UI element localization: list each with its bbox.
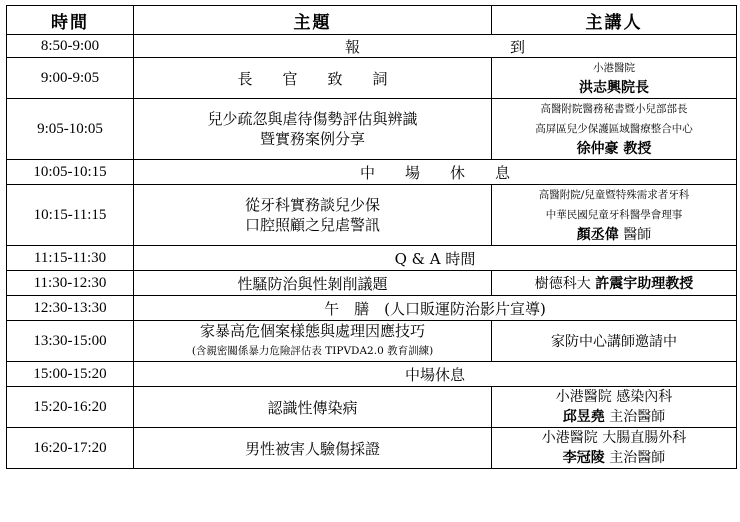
- header-row: [7, 6, 737, 35]
- time-cell: 11:15-11:30: [7, 246, 134, 271]
- speaker-cell: [492, 428, 737, 469]
- merged-cell: Q & A 時間: [134, 246, 737, 271]
- table-row: [7, 35, 737, 58]
- speaker-title: 醫師: [623, 227, 652, 243]
- topic-note: (含親密關係暴力危險評估表 TIPVDA2.0 教育訓練): [191, 345, 434, 357]
- table-row: [7, 246, 737, 271]
- topic-cell: [134, 99, 492, 160]
- speaker-cell: [492, 58, 737, 99]
- time-cell: 13:30-15:00: [7, 321, 134, 362]
- time-cell: 9:05-10:05: [7, 99, 134, 160]
- merged-cell: 中 場 休 息: [134, 160, 737, 185]
- speaker-org: 樹德科大: [534, 276, 591, 292]
- time-cell: 10:05-10:15: [7, 160, 134, 185]
- header-topic: 主題: [134, 6, 492, 35]
- time-cell: 16:20-17:20: [7, 428, 134, 469]
- speaker-org: 小港醫院 大腸直腸外科: [541, 430, 687, 446]
- speaker-name: 許震宇助理教授: [595, 276, 694, 292]
- table-row: [7, 428, 737, 469]
- time-cell: 15:00-15:20: [7, 362, 134, 387]
- time-cell: 12:30-13:30: [7, 296, 134, 321]
- topic-line: 家暴高危個案樣態與處理因應技巧: [199, 322, 425, 340]
- topic-cell: 認識性傳染病: [134, 387, 492, 428]
- speaker-org: 中華民國兒童牙科醫學會理事: [545, 209, 683, 221]
- merged-cell: 中場休息: [134, 362, 737, 387]
- table-row: [7, 362, 737, 387]
- table-row: [7, 296, 737, 321]
- topic-cell: 長 官 致 詞: [134, 58, 492, 99]
- merged-cell: 午 膳 (人口販運防治影片宣導): [134, 296, 737, 321]
- speaker-name: 徐仲豪 教授: [576, 141, 652, 157]
- table-row: [7, 387, 737, 428]
- merged-cell: 報 到: [134, 35, 737, 58]
- topic-cell: [134, 321, 492, 362]
- header-time: 時間: [7, 6, 134, 35]
- speaker-cell: [492, 387, 737, 428]
- table-row: [7, 185, 737, 246]
- speaker-title: 主治醫師: [609, 450, 666, 466]
- table-row: [7, 271, 737, 296]
- agenda-table: [6, 5, 737, 469]
- speaker-cell: [492, 185, 737, 246]
- time-cell: 9:00-9:05: [7, 58, 134, 99]
- speaker-name: 顏丞偉: [576, 227, 619, 243]
- speaker-title: 主治醫師: [609, 409, 666, 425]
- table-row: [7, 58, 737, 99]
- speaker-name-line: [492, 448, 736, 468]
- speaker-org: 小港醫院 感染內科: [555, 389, 673, 405]
- topic-cell: [134, 185, 492, 246]
- table-row: [7, 99, 737, 160]
- topic-cell: 性騷防治與性剝削議題: [134, 271, 492, 296]
- table-row: [7, 160, 737, 185]
- speaker-org: 高醫附院/兒童暨特殊需求者牙科: [538, 189, 690, 201]
- speaker-org: 高醫附院醫務秘書暨小兒部部長: [540, 103, 688, 115]
- time-cell: 10:15-11:15: [7, 185, 134, 246]
- time-cell: 15:20-16:20: [7, 387, 134, 428]
- topic-cell: 男性被害人驗傷採證: [134, 428, 492, 469]
- time-cell: 8:50-9:00: [7, 35, 134, 58]
- speaker-cell: [492, 99, 737, 160]
- speaker-cell: [492, 271, 737, 296]
- topic-line: 口腔照顧之兒虐警訊: [244, 216, 380, 234]
- table-row: [7, 321, 737, 362]
- speaker-cell: 家防中心講師邀請中: [492, 321, 737, 362]
- time-cell: 11:30-12:30: [7, 271, 134, 296]
- topic-line: 兒少疏忽與虐待傷勢評估與辨識: [207, 110, 418, 128]
- speaker-org: 小港醫院: [593, 62, 635, 74]
- topic-line: 從牙科實務談兒少保: [244, 196, 380, 214]
- speaker-name-line: [492, 407, 736, 427]
- speaker-name: 李冠陵: [562, 450, 605, 466]
- topic-line: 暨實務案例分享: [259, 130, 365, 148]
- speaker-name: 洪志興院長: [579, 80, 649, 96]
- speaker-name-line: [492, 225, 736, 245]
- speaker-org: 高屏區兒少保護區域醫療整合中心: [535, 123, 693, 135]
- speaker-name: 邱昱堯: [562, 409, 605, 425]
- header-speaker: 主講人: [492, 6, 737, 35]
